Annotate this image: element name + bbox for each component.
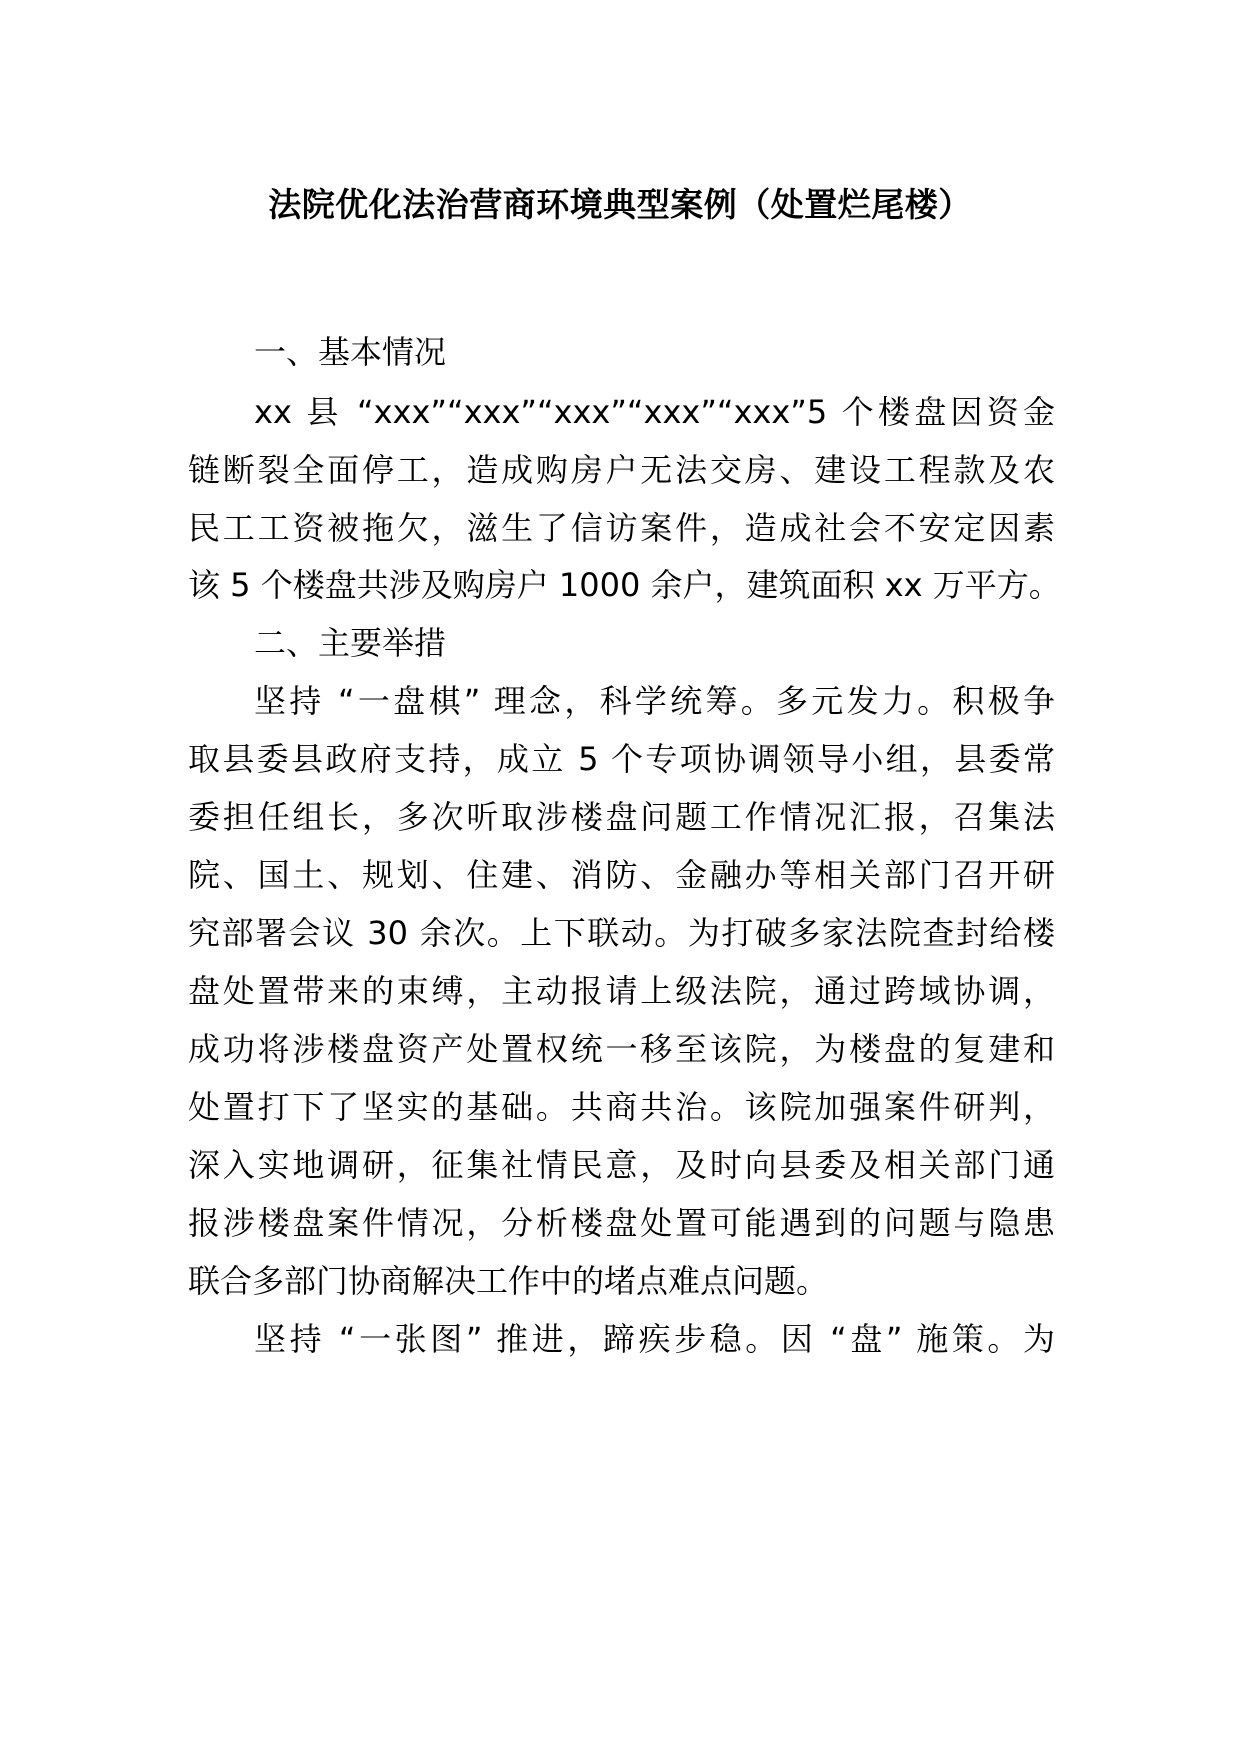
paragraph-line: xx 县 “xxx”“xxx”“xxx”“xxx”“xxx”5 个楼盘因资金	[254, 393, 1055, 431]
paragraph-line: 取县委县政府支持，成立 5 个专项协调领导小组，县委常	[188, 740, 1055, 778]
section-heading-basic-situation: 一、基本情况	[254, 333, 447, 371]
paragraph-line: 院、国土、规划、住建、消防、金融办等相关部门召开研	[188, 856, 1055, 894]
paragraph-line: 盘处置带来的束缚，主动报请上级法院，通过跨域协调，	[188, 972, 1055, 1010]
paragraph-line: 成功将涉楼盘资产处置权统一移至该院，为楼盘的复建和	[188, 1030, 1055, 1068]
paragraph-line: 处置打下了坚实的基础。共商共治。该院加强案件研判，	[188, 1088, 1055, 1126]
paragraph-line: 深入实地调研，征集社情民意，及时向县委及相关部门通	[188, 1146, 1055, 1184]
paragraph-line: 民工工资被拖欠，滋生了信访案件，造成社会不安定因素	[188, 509, 1055, 547]
paragraph-line: 报涉楼盘案件情况，分析楼盘处置可能遇到的问题与隐患	[188, 1204, 1055, 1242]
paragraph-line: 链断裂全面停工，造成购房户无法交房、建设工程款及农	[188, 451, 1055, 489]
paragraph-line: 联合多部门协商解决工作中的堵点难点问题。	[188, 1262, 829, 1300]
paragraph-line: 坚持 “一盘棋” 理念，科学统筹。多元发力。积极争	[254, 682, 1055, 720]
document-title: 法院优化法治营商环境典型案例（处置烂尾楼）	[268, 185, 972, 224]
paragraph-line: 坚持 “一张图” 推进，蹄疾步稳。因 “盘” 施策。为	[254, 1320, 1055, 1358]
paragraph-line: 委担任组长，多次听取涉楼盘问题工作情况汇报，召集法	[188, 798, 1055, 836]
paragraph-line: 该 5 个楼盘共涉及购房户 1000 余户，建筑面积 xx 万平方。	[188, 566, 1061, 604]
paragraph-line: 究部署会议 30 余次。上下联动。为打破多家法院查封给楼	[188, 914, 1055, 952]
section-heading-main-measures: 二、主要举措	[254, 624, 447, 662]
